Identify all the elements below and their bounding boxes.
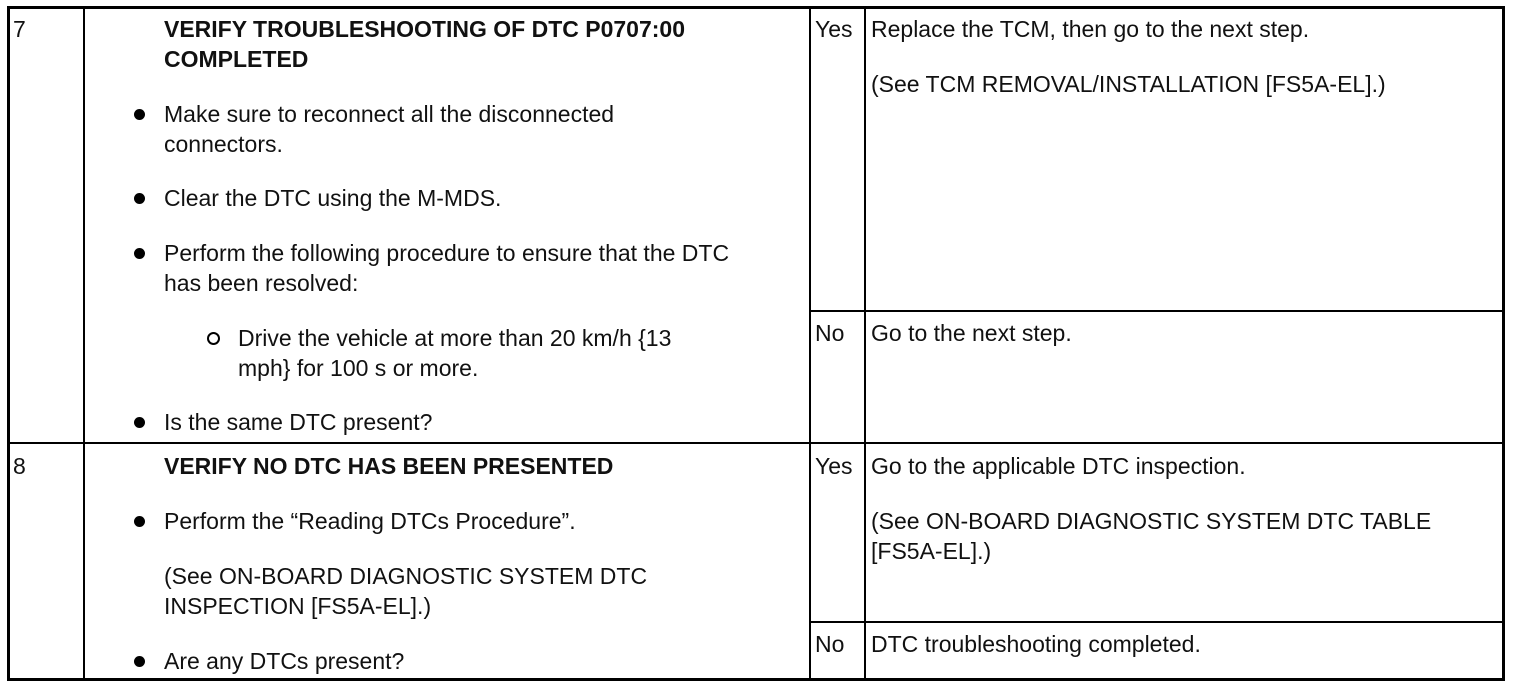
yes-action: Replace the TCM, then go to the next step.	[871, 16, 1310, 42]
procedure-item: Are any DTCs present?	[164, 648, 405, 674]
yes-no-divider-8	[809, 621, 1502, 623]
bullet-icon	[134, 516, 145, 527]
procedure-item: Is the same DTC present?	[164, 409, 433, 435]
bullet-icon	[134, 417, 145, 428]
bullet-icon	[134, 193, 145, 204]
procedure-reference: (See ON-BOARD DIAGNOSTIC SYSTEM DTC	[164, 563, 648, 589]
procedure-item: has been resolved:	[164, 270, 359, 296]
procedure-item: Perform the “Reading DTCs Procedure”.	[164, 508, 576, 534]
bullet-icon	[134, 656, 145, 667]
yes-no-divider-7	[809, 310, 1502, 312]
step-title: VERIFY NO DTC HAS BEEN PRESENTED	[164, 453, 614, 479]
no-action: DTC troubleshooting completed.	[871, 631, 1201, 657]
bullet-icon	[134, 248, 145, 259]
step-title: COMPLETED	[164, 46, 309, 72]
procedure-item: connectors.	[164, 131, 283, 157]
step-number: 7	[13, 16, 26, 42]
column-divider-step	[83, 9, 85, 678]
bullet-icon	[134, 109, 145, 120]
no-label: No	[815, 320, 845, 346]
yes-reference: (See ON-BOARD DIAGNOSTIC SYSTEM DTC TABLE	[871, 508, 1432, 534]
step-title: VERIFY TROUBLESHOOTING OF DTC P0707:00	[164, 16, 686, 42]
procedure-subitem: mph} for 100 s or more.	[238, 355, 479, 381]
procedure-item: Make sure to reconnect all the disconnected	[164, 101, 615, 127]
yes-label: Yes	[815, 16, 853, 42]
procedure-item: Clear the DTC using the M-MDS.	[164, 185, 502, 211]
procedure-item: Perform the following procedure to ensure that the DTC	[164, 240, 730, 266]
yes-action: Go to the applicable DTC inspection.	[871, 453, 1246, 479]
no-label: No	[815, 631, 845, 657]
yes-label: Yes	[815, 453, 853, 479]
procedure-reference: INSPECTION [FS5A-EL].)	[164, 593, 432, 619]
row-divider	[10, 442, 1502, 444]
yes-reference: [FS5A-EL].)	[871, 538, 992, 564]
column-divider-action	[809, 9, 811, 678]
sub-bullet-icon	[207, 332, 220, 345]
step-number: 8	[13, 453, 26, 479]
column-divider-result	[864, 9, 866, 678]
yes-reference: (See TCM REMOVAL/INSTALLATION [FS5A-EL].)	[871, 71, 1386, 97]
procedure-subitem: Drive the vehicle at more than 20 km/h {13	[238, 325, 672, 351]
no-action: Go to the next step.	[871, 320, 1072, 346]
